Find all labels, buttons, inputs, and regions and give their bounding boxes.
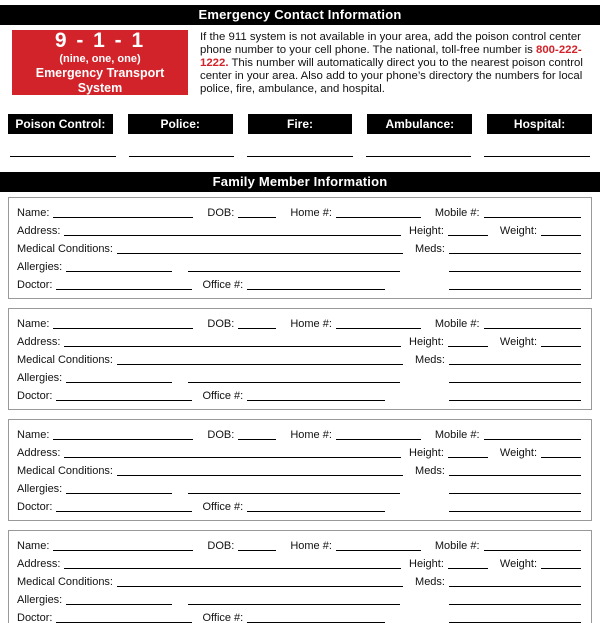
row-medical-meds — [17, 460, 581, 478]
name-line[interactable] — [53, 326, 193, 329]
row-doctor-office — [17, 385, 581, 403]
allergies-continuation-line[interactable] — [188, 491, 400, 494]
office-phone-label: Office #: — [202, 501, 244, 513]
row-name-dob-phones — [17, 424, 581, 442]
row-doctor-office — [17, 607, 581, 623]
medical-conditions-label: Medical Conditions: — [17, 465, 113, 477]
row-name-dob-phones — [17, 202, 581, 220]
allergies-label: Allergies: — [17, 483, 63, 495]
911-callout-box — [12, 30, 188, 95]
weight-line[interactable] — [541, 344, 581, 347]
row-spacer — [385, 402, 449, 403]
intro-text-after: This number will automatically direct you to the nearest poison control center in your area. Also add to your phone’s directory the numbers for local police, fire, ambulance, and hospital. — [200, 57, 583, 95]
height-label: Height: — [409, 336, 444, 348]
meds-line[interactable] — [449, 584, 581, 587]
doctor-line[interactable] — [56, 287, 192, 290]
row-medical-meds — [17, 238, 581, 256]
ambulance-write-in-line[interactable] — [366, 155, 472, 157]
row-medical-meds — [17, 571, 581, 589]
row-address-height-weight — [17, 331, 581, 349]
name-line[interactable] — [53, 437, 193, 440]
name-line[interactable] — [53, 548, 193, 551]
meds-continuation-line[interactable] — [449, 491, 581, 494]
mobile-phone-label: Mobile #: — [434, 318, 480, 330]
row-doctor-office — [17, 274, 581, 292]
row-address-height-weight — [17, 553, 581, 571]
row-allergies — [17, 589, 581, 607]
family-member-card — [8, 530, 592, 623]
address-line[interactable] — [64, 455, 401, 458]
row-spacer — [400, 384, 449, 385]
allergies-label: Allergies: — [17, 594, 63, 606]
dob-label: DOB: — [207, 540, 235, 552]
weight-label: Weight: — [499, 558, 537, 570]
address-line[interactable] — [64, 344, 401, 347]
mobile-phone-label: Mobile #: — [434, 540, 480, 552]
dob-label: DOB: — [207, 207, 235, 219]
family-section-title: Family Member Information — [0, 172, 600, 192]
office-phone-line[interactable] — [247, 398, 385, 401]
row-spacer — [400, 495, 449, 496]
name-label: Name: — [17, 207, 50, 219]
row-spacer — [385, 513, 449, 514]
allergies-line[interactable] — [66, 491, 172, 494]
doctor-label: Doctor: — [17, 612, 53, 623]
meds-label: Meds: — [415, 465, 445, 477]
dob-line[interactable] — [238, 437, 276, 440]
page-title: Emergency Contact Information — [0, 5, 600, 25]
doctor-label: Doctor: — [17, 501, 53, 513]
address-line[interactable] — [64, 233, 401, 236]
label-ambulance: Ambulance: — [367, 114, 472, 134]
weight-label: Weight: — [499, 225, 537, 237]
row-address-height-weight — [17, 220, 581, 238]
dob-label: DOB: — [207, 429, 235, 441]
row-medical-meds — [17, 349, 581, 367]
family-member-card — [8, 308, 592, 410]
height-line[interactable] — [448, 566, 488, 569]
fire-write-in-line[interactable] — [247, 155, 353, 157]
height-line[interactable] — [448, 233, 488, 236]
meds-label: Meds: — [415, 243, 445, 255]
allergies-label: Allergies: — [17, 261, 63, 273]
family-member-card — [8, 419, 592, 521]
meds-line[interactable] — [449, 362, 581, 365]
row-spacer — [400, 273, 449, 274]
allergies-label: Allergies: — [17, 372, 63, 384]
home-phone-line[interactable] — [336, 548, 421, 551]
label-poison-control: Poison Control: — [8, 114, 113, 134]
medical-conditions-label: Medical Conditions: — [17, 243, 113, 255]
office-phone-label: Office #: — [202, 390, 244, 402]
doctor-line[interactable] — [56, 398, 192, 401]
poison-control-phone-number: 800-222-1222. — [200, 44, 582, 69]
family-member-card — [8, 197, 592, 299]
meds-continuation-line[interactable] — [449, 602, 581, 605]
meds-line[interactable] — [449, 473, 581, 476]
office-phone-label: Office #: — [202, 279, 244, 291]
allergies-continuation-line[interactable] — [188, 602, 400, 605]
mobile-phone-line[interactable] — [484, 215, 581, 218]
medical-conditions-line[interactable] — [117, 473, 403, 476]
allergies-continuation-line[interactable] — [188, 380, 400, 383]
medical-conditions-label: Medical Conditions: — [17, 354, 113, 366]
row-address-height-weight — [17, 442, 581, 460]
home-phone-line[interactable] — [336, 215, 421, 218]
name-label: Name: — [17, 318, 50, 330]
row-doctor-office — [17, 496, 581, 514]
medical-conditions-line[interactable] — [117, 362, 403, 365]
meds-line[interactable] — [449, 251, 581, 254]
dob-line[interactable] — [238, 548, 276, 551]
allergies-line[interactable] — [66, 269, 172, 272]
row-name-dob-phones — [17, 313, 581, 331]
name-label: Name: — [17, 429, 50, 441]
meds-continuation-line[interactable] — [449, 380, 581, 383]
row-spacer — [400, 606, 449, 607]
home-phone-line[interactable] — [336, 437, 421, 440]
doctor-label: Doctor: — [17, 390, 53, 402]
label-fire: Fire: — [248, 114, 353, 134]
name-line[interactable] — [53, 215, 193, 218]
911-caption: Emergency Transport System — [35, 66, 165, 95]
meds-continuation-line-2[interactable] — [449, 509, 581, 512]
poison-control-write-in-line[interactable] — [10, 155, 116, 157]
address-line[interactable] — [64, 566, 401, 569]
doctor-line[interactable] — [56, 509, 192, 512]
address-label: Address: — [17, 336, 61, 348]
home-phone-line[interactable] — [336, 326, 421, 329]
office-phone-line[interactable] — [247, 287, 385, 290]
height-line[interactable] — [448, 344, 488, 347]
height-line[interactable] — [448, 455, 488, 458]
meds-continuation-line[interactable] — [449, 269, 581, 272]
row-allergies — [17, 256, 581, 274]
emergency-contact-write-in-row — [10, 155, 590, 157]
allergies-line[interactable] — [66, 602, 172, 605]
home-phone-label: Home #: — [290, 207, 332, 219]
mobile-phone-label: Mobile #: — [434, 429, 480, 441]
allergies-line[interactable] — [66, 380, 172, 383]
intro-section — [12, 30, 590, 96]
dob-line[interactable] — [238, 326, 276, 329]
row-spacer — [385, 291, 449, 292]
address-label: Address: — [17, 558, 61, 570]
mobile-phone-line[interactable] — [484, 326, 581, 329]
mobile-phone-label: Mobile #: — [434, 207, 480, 219]
weight-line[interactable] — [541, 233, 581, 236]
hospital-write-in-line[interactable] — [484, 155, 590, 157]
height-label: Height: — [409, 225, 444, 237]
mobile-phone-line[interactable] — [484, 548, 581, 551]
address-label: Address: — [17, 447, 61, 459]
height-label: Height: — [409, 558, 444, 570]
weight-line[interactable] — [541, 566, 581, 569]
row-allergies — [17, 367, 581, 385]
meds-label: Meds: — [415, 576, 445, 588]
allergies-continuation-line[interactable] — [188, 269, 400, 272]
doctor-label: Doctor: — [17, 279, 53, 291]
intro-paragraph — [200, 30, 590, 96]
dob-line[interactable] — [238, 215, 276, 218]
weight-label: Weight: — [499, 336, 537, 348]
row-name-dob-phones — [17, 535, 581, 553]
label-hospital: Hospital: — [487, 114, 592, 134]
label-police: Police: — [128, 114, 233, 134]
family-member-list — [0, 197, 600, 623]
home-phone-label: Home #: — [290, 318, 332, 330]
emergency-contact-labels-row — [8, 114, 592, 134]
name-label: Name: — [17, 540, 50, 552]
row-allergies — [17, 478, 581, 496]
mobile-phone-line[interactable] — [484, 437, 581, 440]
medical-conditions-line[interactable] — [117, 584, 403, 587]
medical-conditions-line[interactable] — [117, 251, 403, 254]
intro-text-before: If the 911 system is not available in your area, add the poison control center phone number to your cell phone. The national, toll-free number is — [200, 31, 581, 56]
office-phone-label: Office #: — [202, 612, 244, 623]
911-number: 9 - 1 - 1 — [54, 29, 146, 52]
dob-label: DOB: — [207, 318, 235, 330]
home-phone-label: Home #: — [290, 540, 332, 552]
police-write-in-line[interactable] — [129, 155, 235, 157]
weight-label: Weight: — [499, 447, 537, 459]
meds-label: Meds: — [415, 354, 445, 366]
weight-line[interactable] — [541, 455, 581, 458]
meds-continuation-line-2[interactable] — [449, 287, 581, 290]
meds-continuation-line-2[interactable] — [449, 398, 581, 401]
home-phone-label: Home #: — [290, 429, 332, 441]
height-label: Height: — [409, 447, 444, 459]
911-spelled-out: (nine, one, one) — [59, 53, 141, 65]
address-label: Address: — [17, 225, 61, 237]
medical-conditions-label: Medical Conditions: — [17, 576, 113, 588]
office-phone-line[interactable] — [247, 509, 385, 512]
